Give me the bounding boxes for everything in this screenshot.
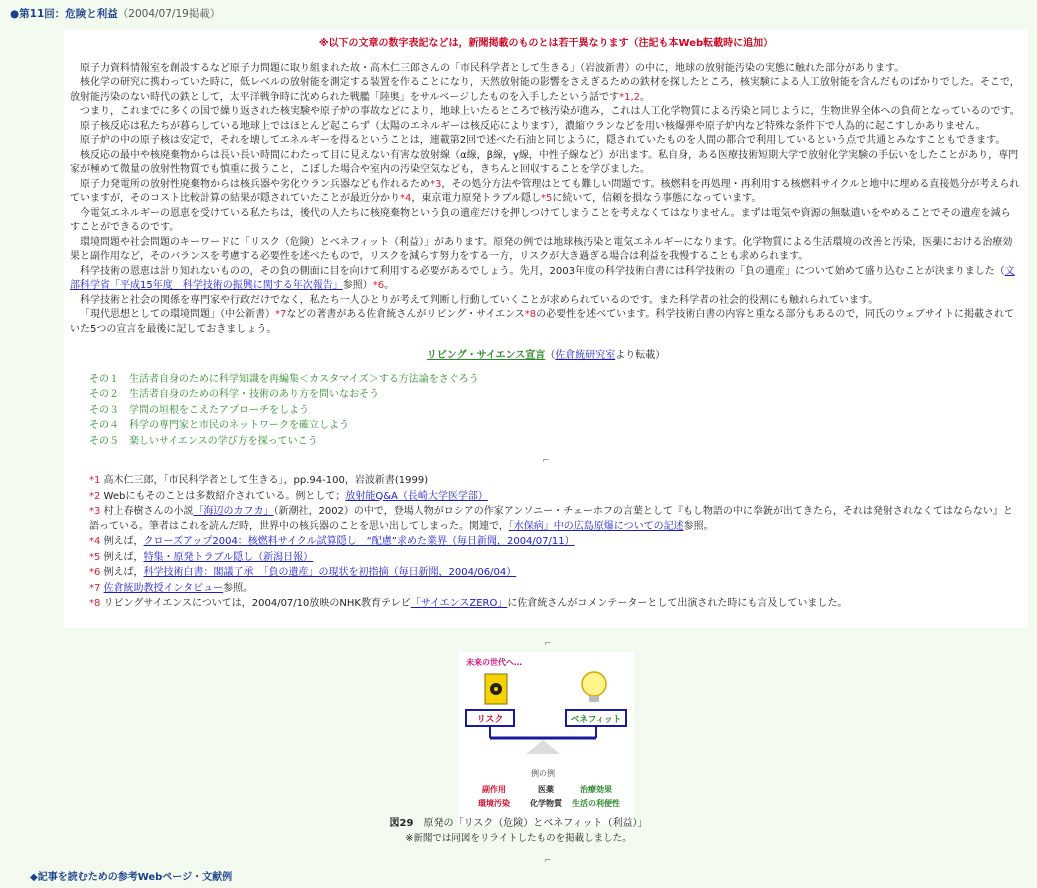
- living-science-source-open: （: [545, 350, 556, 361]
- paragraph-text: ，その処分方法や管理はとても難しい問題です。核燃料を再処理・再利用する核燃料サイクルと地中に埋める直接処分が考えられていますが，そのコスト比較計算の結果が隠されていたことが最近分かり: [70, 178, 1020, 204]
- figure-caption-note: ※新聞では同図をリライトしたものを掲載しました。: [405, 833, 632, 844]
- living-science-item: その１ 生活者自身のために科学知識を再編集＜カスタマイズ＞する方法論をさぐろう: [89, 373, 479, 385]
- paragraph-text: 核化学の研究に携わっていた時に，低レベルの放射能を測定する装置を作ることになり，天然放射能の影響をさえぎるための鉄材を探したところ，核実験による人工放射能を含んだものばかりでした。そこで，放射能汚染のない時代の鉄として，太平洋戦争時に沈められた戦艦「陸奥」をサルベージしたものを入手したという話です: [70, 77, 1020, 103]
- figure-caption: [0, 817, 1037, 832]
- footnote-ref: *6: [372, 280, 385, 291]
- footnote-link[interactable]: 「サイエンスZERO」: [410, 598, 508, 610]
- paragraph: [64, 120, 1028, 135]
- lightbulb-icon: [582, 672, 606, 702]
- example-label: 例の例: [531, 769, 555, 778]
- footnote-ref: *3: [430, 178, 442, 190]
- paragraph: [64, 178, 1028, 207]
- footnote-ref: *4: [400, 193, 412, 204]
- paragraph-text: 原子力発電所の放射性廃棄物からは核兵器や劣化ウラン兵器なども作れるため: [80, 178, 430, 190]
- footnote-item: [89, 551, 1020, 566]
- paragraph: [64, 149, 1028, 178]
- paragraph: [64, 308, 1028, 337]
- row1-benefit: 治療効果: [580, 785, 612, 794]
- footnotes: [64, 474, 1028, 612]
- footnote-link[interactable]: 特集・原発トラブル隠し（新潟日報）: [143, 551, 314, 563]
- paragraph: [64, 236, 1028, 265]
- paragraph: [64, 76, 1028, 105]
- header-bullet: ●: [10, 8, 20, 20]
- paragraph-text: 原子核反応は私たちが暮らしている地球上ではほとんど起こらず（太陽のエネルギーは核反応によります），濃縮ウランなどを用い核爆弾や原子炉内など特殊な条件下で人為的に起こすしかありません。: [80, 120, 986, 132]
- balance-fulcrum: [526, 740, 560, 754]
- footnote-item: [89, 505, 1020, 534]
- living-science-title[interactable]: リビング・サイエンス宣言: [426, 350, 546, 361]
- paragraph-text: 核反応の最中や核廃棄物からは長い長い時間にわたって目に見えない有害な放射線（α線，β線，γ線，中性子線など）が出ます。私自身，ある医療技術短期大学で放射化学実験の手伝いをしたことがあり，専門家が極めて微量の放射性物質でも慎重に扱うこと，こぼした場合や室内の汚染空気なども，きちんと回収することを学びました。: [70, 149, 1019, 175]
- footnote-marker: *8: [89, 598, 101, 610]
- paragraph: [64, 62, 1028, 77]
- footnote-ref: *5: [540, 193, 553, 204]
- paragraph: [64, 105, 1028, 120]
- benefit-label: ベネフィット: [570, 715, 622, 725]
- paragraph-text: 原子力資料情報室を創設するなど原子力問題に取り組まれた故・高木仁三郎さんの「市民科学者として生きる」（岩波新書）の中に，地球の放射能汚染の実態に触れた部分があります。: [80, 62, 905, 74]
- footnote-text: 村上春樹さんの小説: [100, 506, 194, 518]
- footnote-marker: *6: [89, 567, 101, 579]
- footnote-link[interactable]: 「水保病」中の広島原爆についての記述: [508, 520, 684, 532]
- footnote-text: 参照。: [223, 582, 254, 594]
- footnote-text: リビングサイエンスについては，2004/07/10放映のNHK教育テレビ: [100, 598, 411, 610]
- living-science-list: [64, 373, 1028, 450]
- footnote-item: [89, 582, 1020, 597]
- paragraph-text: つまり，これまでに多くの国で繰り返された核実験や原子炉の事故などにより，地球上いたるところで核汚染が進み，これは人工化学物質による汚染と同じように，生物世界全体への負荷となっているのです。: [80, 106, 1020, 117]
- footnote-ref: *8: [524, 309, 537, 320]
- footnote-link[interactable]: 「海辺のカフカ」: [193, 506, 274, 518]
- paragraph-text: 科学技術と社会の関係を専門家や行政だけでなく，私たち一人ひとりが考えて判断し行動していくことが求められているのです。また科学者の社会的役割にも触れられています。: [80, 294, 879, 306]
- risk-benefit-figure: [458, 652, 634, 824]
- figure-future-label: 未来の世代へ…: [466, 658, 522, 667]
- footnote-text: 例えば，: [100, 567, 144, 579]
- living-science-item: その５ 楽しいサイエンスの学び方を探っていこう: [89, 435, 318, 447]
- footnote-text: （新潮社，2002）の中で，登場人物がロシアの作家アンソニー・チェーホフの言葉として『もし物語の中に拳銃が出てきたら，それは発射されなくてはならない』と語っている。筆者はこれを読んだ時，世界中の核兵器のことを思い出してしまった。関連で，: [89, 506, 1013, 532]
- footnote-item: [89, 566, 1020, 581]
- footnote-link[interactable]: 佐倉統助教授インタビュー: [103, 582, 224, 594]
- paragraph: [64, 207, 1028, 236]
- paragraph: [64, 265, 1028, 294]
- paragraph-text: 。: [384, 280, 395, 291]
- footnote-ref: *7: [275, 309, 287, 320]
- paragraph: [64, 294, 1028, 309]
- footnote-text: 高木仁三郎，「市民科学者として生きる」，pp.94-100，岩波新書(1999): [100, 475, 429, 487]
- living-science-item: その２ 生活者自身のための科学・技術のあり方を問いなおそう: [89, 389, 379, 400]
- footnote-link[interactable]: 放射能Q&A（長崎大学医学部）: [345, 490, 488, 502]
- footnote-marker: *5: [89, 551, 101, 563]
- paragraph-text: 原子炉の中の原子核は安定で，それを壊してエネルギーを得るということは，連載第2回で述べた石油と同じように，隠されていたものを人間の都合で利用しているという点で共通とみなすこともできます。: [80, 135, 1006, 146]
- row1-subject: 医薬: [538, 785, 554, 794]
- article-box: [64, 30, 1028, 628]
- page-header: [10, 7, 220, 22]
- footnote-item: [89, 535, 1020, 550]
- living-science-source-link[interactable]: 佐倉統研究室: [555, 350, 616, 361]
- separator-mark: ⌐: [544, 639, 552, 649]
- paragraph-text: ，東京電力原発トラブル隠し: [411, 193, 541, 204]
- living-science-item: その３ 学問の垣根をこえたアプローチをしよう: [89, 404, 309, 416]
- row2-risk: 環境汚染: [478, 799, 510, 808]
- figure-caption-text: 原発の「リスク（危険）とベネフィット（利益）」: [413, 818, 648, 829]
- row2-benefit: 生活の利便性: [572, 799, 620, 808]
- footnote-marker: *3: [89, 506, 101, 518]
- risk-label: リスク: [476, 715, 504, 725]
- paragraph: [64, 134, 1028, 149]
- footnote-text: 参照。: [683, 520, 714, 532]
- reference-links-heading[interactable]: ◆記事を読むための参考Webページ・文献例: [30, 872, 233, 883]
- paragraph-text: 今電気エネルギーの恩恵を受けている私たちは，後代の人たちに核廃棄物という負の遺産だけを押しつけてしまうことを考えなくてはなりません。まずは電気や資源の無駄遣いをやめることでその遺産を減らすことができるのです。: [70, 207, 1011, 233]
- paragraph-text: などの著書がある佐倉統さんがリビング・サイエンス: [286, 309, 525, 320]
- living-science-source-close: より転載）: [615, 350, 666, 361]
- paragraph-text: に続いて，信頼を損なう事態になっています。: [552, 193, 762, 204]
- article-body: [64, 62, 1028, 338]
- footnote-item: [89, 474, 1020, 489]
- footnote-marker: *2: [89, 490, 101, 502]
- footnote-link[interactable]: 科学技術白書：閣議了承 「負の遺産」の現状を初指摘（毎日新聞，2004/06/04）: [143, 567, 517, 579]
- footnote-item: [89, 490, 1020, 505]
- footnote-item: [89, 597, 1020, 612]
- article-title: 第11回：危険と利益: [19, 8, 118, 20]
- paragraph-text: 環境問題や社会問題のキーワードに「リスク（危険）とベネフィット（利益）」があります。原発の例では地球核汚染と電気エネルギーになります。化学物質による生活環境の改善と汚染，医薬における治療効果と副作用など，そのバランスを考慮する必要性を述べたもので，リスクを減らす努力をする一方，リスクが大き過ぎる場合は利益を我慢することも求められます。: [70, 236, 1013, 262]
- footnote-ref: *1,2: [619, 91, 641, 103]
- risk-benefit-diagram: [458, 652, 634, 824]
- footnote-text: Webにもそのことは多数紹介されている。例として；: [100, 490, 346, 502]
- separator-mark: ⌐: [542, 456, 550, 466]
- footnote-marker: *1: [89, 475, 101, 487]
- footnote-text: 例えば，: [100, 551, 144, 563]
- footnote-link[interactable]: クローズアップ2004：核燃料サイクル試算隠し “配慮”求めた業界（毎日新聞，2004/07/11）: [143, 536, 575, 548]
- paragraph-text: 。: [640, 91, 651, 103]
- living-science-item: その４ 科学の専門家と市民のネットワークを確立しよう: [89, 420, 349, 431]
- footnote-marker: *4: [89, 536, 101, 548]
- paragraph-text: 参照）: [342, 280, 373, 291]
- article-date: （2004/07/19掲載）: [117, 8, 221, 20]
- separator-mark: ⌐: [544, 856, 552, 866]
- paragraph-text: 「現代思想としての環境問題」（中公新書）: [80, 309, 275, 320]
- notice-text: ※以下の文章の数字表記などは，新聞掲載のものとは若干異なります（注記も本Web転載時に追加）: [318, 38, 774, 49]
- row1-risk: 副作用: [482, 785, 506, 794]
- paragraph-text: 科学技術の恩恵は計り知れないものの，その負の側面に目を向けて利用する必要があるでしょう。先月，2003年度の科学技術白書には科学技術の「負の遺産」について始めて盛り込むことが決まりました（: [80, 265, 1005, 277]
- radiation-barrel-icon: [485, 674, 507, 704]
- living-science-heading: [64, 349, 1028, 364]
- figure-number: 図29: [389, 818, 414, 829]
- footnote-text: 例えば，: [100, 536, 144, 548]
- row2-subject: 化学物質: [530, 799, 562, 808]
- inline-link[interactable]: 文部科学省「平成15年度 科学技術の振興に関する年次報告」: [70, 265, 1015, 291]
- footnote-marker: *7: [89, 582, 101, 594]
- footnote-text: に佐倉統さんがコメンテーターとして出演された時にも言及していました。: [507, 598, 848, 610]
- paragraph-text: の必要性を述べています。科学技術白書の内容と重なる部分もあるので，同氏のウェブサイトに掲載されていた5つの宣言を最後に記しておきましょう。: [70, 309, 1015, 335]
